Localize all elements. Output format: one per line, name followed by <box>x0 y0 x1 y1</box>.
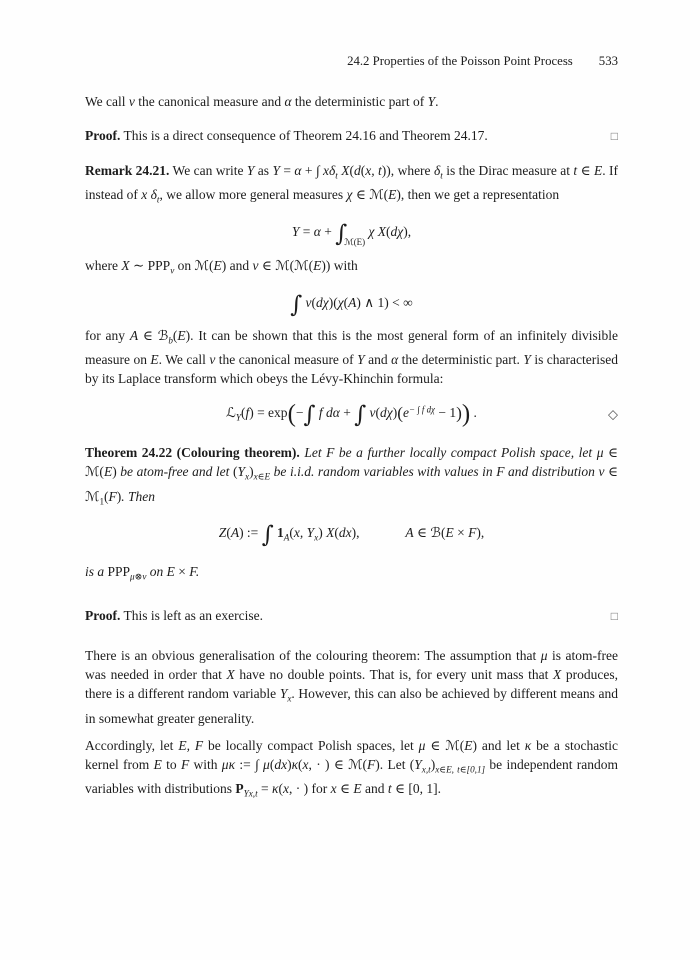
text-run: ( <box>375 404 381 420</box>
text-run: x <box>245 471 250 482</box>
text-run: have no double points. That is, for every unit mass that <box>234 667 554 683</box>
text-run: be i.i.d. random variables with values in <box>270 464 497 480</box>
text-run: α <box>313 223 321 239</box>
text-run: Proof. <box>85 608 121 624</box>
text-run: ∈ <box>577 163 594 178</box>
text-run: be locally compact Polish spaces, let <box>203 737 419 753</box>
text-run: ∫ <box>303 401 316 428</box>
paragraph-general-form <box>85 326 618 388</box>
text-run: Y <box>523 352 531 368</box>
text-run: E <box>166 563 175 579</box>
text-run: There is an obvious generalisation of the colouring theorem: The assumption that <box>85 648 541 664</box>
text-run: ( <box>104 488 109 504</box>
text-run: with <box>189 756 222 772</box>
text-run: F <box>180 756 190 772</box>
text-run: . We call <box>158 352 210 368</box>
text-run: ), <box>403 223 412 239</box>
formula-representation-y <box>85 221 618 248</box>
text-run: Y <box>357 352 365 368</box>
paragraph-generalisation <box>85 646 618 727</box>
text-run: E <box>593 163 603 178</box>
text-run: We call <box>85 94 129 109</box>
text-run: ( <box>311 294 317 310</box>
text-run: χ <box>346 187 353 203</box>
text-run: ), <box>351 525 360 541</box>
paragraph-is-a-ppp <box>85 562 618 586</box>
text-run: ν <box>252 258 259 274</box>
text-run: on ℳ( <box>174 258 214 274</box>
text-run: dχ <box>316 294 329 310</box>
text-run: F <box>326 445 335 461</box>
text-run: We can write <box>169 163 247 178</box>
text-run: + ∫ <box>301 163 324 178</box>
formula-colouring-z <box>85 523 618 547</box>
text-run: t <box>573 163 578 178</box>
text-run: Y <box>279 686 288 702</box>
text-run: ) <box>318 525 327 541</box>
laplace-formula-body <box>226 400 477 428</box>
text-run: This is a direct consequence of Theorem 24.16 and Theorem 24.17. <box>120 128 488 143</box>
text-run: . Then <box>121 488 156 504</box>
text-run: + <box>320 223 336 239</box>
text-run: . If instead of <box>85 163 618 203</box>
text-run: X <box>121 258 130 274</box>
text-run: ( <box>397 403 403 423</box>
text-run: . <box>435 94 439 109</box>
text-run: E <box>313 258 322 274</box>
text-run: ∈ ℳ( <box>352 187 389 203</box>
text-run: ( <box>172 327 178 343</box>
text-run: is a <box>85 563 108 579</box>
text-run: for any <box>85 327 130 343</box>
text-run: α <box>294 163 302 178</box>
text-run: is characterised by its Laplace transform which obeys the Lévy-Khinchin formula: <box>85 352 619 387</box>
text-run: e <box>402 404 409 420</box>
text-run: t <box>335 170 338 181</box>
text-run: κ <box>272 781 279 797</box>
text-run: , · ) ∈ ℳ( <box>308 756 368 772</box>
text-run: Y <box>272 163 280 178</box>
text-run: Y <box>235 412 241 423</box>
text-run: the canonical measure and <box>134 94 285 109</box>
text-run: Theorem 24.22 (Colouring theorem). <box>85 445 300 461</box>
text-run: E <box>177 327 186 343</box>
text-run: ( <box>278 781 283 797</box>
text-run: x <box>314 532 319 543</box>
text-run: ν <box>305 294 312 310</box>
text-run: produces, there is a different random variable <box>85 667 618 702</box>
text-run: ∼ PPP <box>129 258 171 274</box>
paragraph-theorem-24-22 <box>85 443 618 511</box>
text-run: κ <box>524 737 532 753</box>
paragraph-where-ppp <box>85 256 618 280</box>
text-run: Yx,t <box>243 788 258 799</box>
running-section-title: 24.2 Properties of the Poisson Point Process <box>347 54 573 68</box>
text-run: x, Y <box>293 525 315 541</box>
text-run: , · ) for <box>288 781 331 797</box>
text-run: x∈E, t∈[0,1] <box>435 764 486 775</box>
text-run: , we allow more general measures <box>159 187 347 203</box>
text-run: E <box>388 187 397 203</box>
text-run: t <box>156 194 160 205</box>
text-run: − 1 <box>434 404 457 420</box>
text-run: ν <box>209 352 216 368</box>
text-run: κ <box>291 756 299 772</box>
text-run: where <box>85 258 122 274</box>
text-run: x, t <box>365 163 382 178</box>
text-run: ( <box>349 163 355 178</box>
text-run: ∈ ℳ( <box>85 445 618 480</box>
text-run: 1 <box>99 496 105 507</box>
text-run: be a further locally compact Polish space, let <box>334 445 597 461</box>
text-run: x <box>287 693 292 704</box>
text-run: f dα <box>318 404 340 420</box>
text-run: E <box>445 525 454 541</box>
text-run: μ <box>263 756 270 772</box>
text-run: ) <box>287 756 292 772</box>
text-run: ), then we get a representation <box>396 187 560 203</box>
text-run: E <box>103 464 113 480</box>
text-run: E, F <box>178 737 204 753</box>
text-run: P <box>235 781 244 797</box>
text-run: ( <box>233 464 238 480</box>
page-header <box>85 52 618 71</box>
text-run: and <box>364 352 392 368</box>
text-run: ). It can be shown that this is the most general form of an infinitely divisible measure on <box>85 327 618 368</box>
text-run: − <box>295 404 304 420</box>
text-run: := ∫ <box>235 756 264 772</box>
text-run: E <box>353 781 362 797</box>
text-run: ν <box>170 265 175 276</box>
proof-text <box>85 606 263 625</box>
text-run: X <box>226 667 235 683</box>
text-run: α <box>391 352 399 368</box>
text-run: ( <box>298 756 303 772</box>
text-run: A <box>283 532 290 543</box>
formula-laplace-transform <box>85 400 618 427</box>
text-run: μ <box>596 445 604 461</box>
text-run: to <box>161 756 181 772</box>
text-run: E <box>150 352 159 368</box>
text-run: Accordingly, let <box>85 737 179 753</box>
text-run: A <box>405 525 414 541</box>
text-run: is atom-free was needed in order that <box>85 648 618 683</box>
text-run: Z <box>218 525 227 541</box>
text-run: the canonical measure of <box>215 352 358 368</box>
text-run: . <box>470 404 477 420</box>
text-run: × <box>453 525 469 541</box>
text-run: x δ <box>141 187 157 203</box>
text-run: )), where <box>381 163 434 178</box>
paragraph-accordingly <box>85 736 618 804</box>
text-run: Y <box>427 94 436 109</box>
text-run: ∈ ℬ( <box>413 525 446 541</box>
qed-box-icon: □ <box>610 129 618 143</box>
text-run: = <box>299 223 314 239</box>
formula-integrability <box>85 291 618 318</box>
text-run: ∫ <box>354 401 367 428</box>
text-run: be independent random variables with distributions <box>85 756 618 797</box>
text-run: ) <box>461 400 471 428</box>
text-run: χ X <box>368 223 387 239</box>
text-run: )( <box>328 294 338 310</box>
proof-24-18 <box>85 126 618 146</box>
text-run: on <box>146 563 167 579</box>
text-run: d <box>354 163 361 178</box>
text-run: ∈ ℳ <box>85 464 618 504</box>
text-run: PPP <box>107 563 131 579</box>
text-run: ) := <box>239 525 262 541</box>
text-run: ∫ <box>290 291 303 318</box>
proof-24-22 <box>85 606 618 626</box>
text-run: ) = exp <box>249 404 288 420</box>
text-run: the deterministic part of <box>291 94 428 109</box>
text-run: t <box>387 781 392 797</box>
text-run: E <box>464 737 473 753</box>
text-run: ν <box>598 464 605 480</box>
text-run: ( <box>287 400 296 428</box>
text-run: ∈ ℳ(ℳ( <box>258 258 314 274</box>
text-run: − ∫ f dχ <box>408 404 435 415</box>
paragraph-intro <box>85 92 618 111</box>
text-run: α <box>284 94 292 109</box>
paragraph-remark-24-21 <box>85 161 618 210</box>
text-run: f <box>245 404 250 420</box>
text-run: This is left as an exercise. <box>120 608 263 624</box>
text-run: ) <box>430 756 436 772</box>
text-run: ∫ <box>335 221 348 248</box>
text-run: X <box>341 163 350 178</box>
text-run: x <box>330 781 337 797</box>
text-run: ( <box>240 404 246 420</box>
text-run: E <box>153 756 162 772</box>
text-run: b <box>168 335 173 346</box>
proof-text <box>85 126 488 145</box>
text-run: F <box>108 488 117 504</box>
text-run: A <box>129 327 139 343</box>
text-run: )) with <box>321 258 358 274</box>
text-run: χ <box>337 294 344 310</box>
text-run: 1 <box>277 525 284 541</box>
text-run: δ <box>433 163 441 178</box>
text-run: F <box>468 525 477 541</box>
text-run: t <box>440 170 443 181</box>
text-run: ) <box>116 488 122 504</box>
text-run: dχ <box>380 404 393 420</box>
text-run: ℒ <box>226 404 236 420</box>
text-run: ), <box>476 525 485 541</box>
text-run: A <box>230 525 240 541</box>
text-run: x <box>282 781 289 797</box>
page-number: 533 <box>598 54 618 68</box>
text-run: μκ <box>221 756 236 772</box>
text-run: Y <box>237 464 246 480</box>
text-run: ) and let <box>472 737 525 753</box>
text-run: X <box>326 525 335 541</box>
text-run: ) <box>456 403 462 423</box>
text-run: ) and <box>221 258 253 274</box>
text-run: + <box>339 404 355 420</box>
text-run: Proof. <box>85 128 121 143</box>
text-run: A <box>348 294 357 310</box>
text-run: ) <box>392 404 398 420</box>
text-run: . However, this can also be achieved by different means and in somewhat greater generality. <box>85 686 618 726</box>
text-run: = <box>257 781 272 797</box>
text-run: ( <box>343 294 349 310</box>
text-run: ℳ(E) <box>344 237 366 248</box>
text-run: F <box>189 563 196 579</box>
text-run: ν <box>369 404 376 420</box>
text-run: × <box>174 563 190 579</box>
text-run: is the Dirac measure at <box>442 163 574 178</box>
text-run: ( <box>334 525 339 541</box>
text-run: and distribution <box>504 464 599 480</box>
text-run: x,t <box>421 764 431 775</box>
text-run: ∈ [0, 1]. <box>391 781 441 797</box>
text-run: as <box>254 163 273 178</box>
text-run: Y <box>291 223 300 239</box>
text-run: X <box>553 667 562 683</box>
text-run: F <box>496 464 505 480</box>
text-run: ) ∧ 1) < ∞ <box>356 294 413 310</box>
qed-box-icon: □ <box>610 609 618 624</box>
text-run: ∈ <box>336 781 354 797</box>
text-run: dx <box>274 756 288 772</box>
text-run: . <box>195 563 200 579</box>
text-run: Let <box>299 445 327 461</box>
text-run: ) <box>112 464 117 480</box>
text-run: x∈E <box>253 471 271 482</box>
text-run: be atom-free and let <box>116 464 233 480</box>
text-run: ( <box>360 163 366 178</box>
text-run: ( <box>226 525 231 541</box>
text-run: ∈ ℳ( <box>425 737 465 753</box>
text-run: F <box>367 756 376 772</box>
text-run: ) <box>249 464 254 480</box>
text-run: be a stochastic kernel from <box>85 737 618 772</box>
text-run: μ <box>418 737 426 753</box>
text-run: ν <box>128 94 135 109</box>
text-run: dx <box>338 525 352 541</box>
text-run: ∈ ℬ <box>138 327 169 343</box>
remark-end-diamond-icon: ◇ <box>608 406 618 422</box>
text-run: xδ <box>323 163 336 178</box>
text-run: μ <box>540 648 548 664</box>
text-run: μ⊗ν <box>130 571 147 582</box>
text-run: the deterministic part. <box>398 352 524 368</box>
text-run: Remark 24.21. <box>85 163 170 178</box>
text-run: Y <box>246 163 255 178</box>
text-run: = <box>279 163 295 178</box>
text-run: ( <box>289 525 294 541</box>
text-run: Y <box>414 756 422 772</box>
text-run: ( <box>269 756 275 772</box>
text-run: ). Let ( <box>375 756 415 772</box>
text-run: and <box>361 781 388 797</box>
text-run: dχ <box>390 223 404 239</box>
text-run: ( <box>386 223 391 239</box>
text-run: x <box>302 756 309 772</box>
text-run: E <box>213 258 222 274</box>
text-run: ∫ <box>261 522 274 549</box>
